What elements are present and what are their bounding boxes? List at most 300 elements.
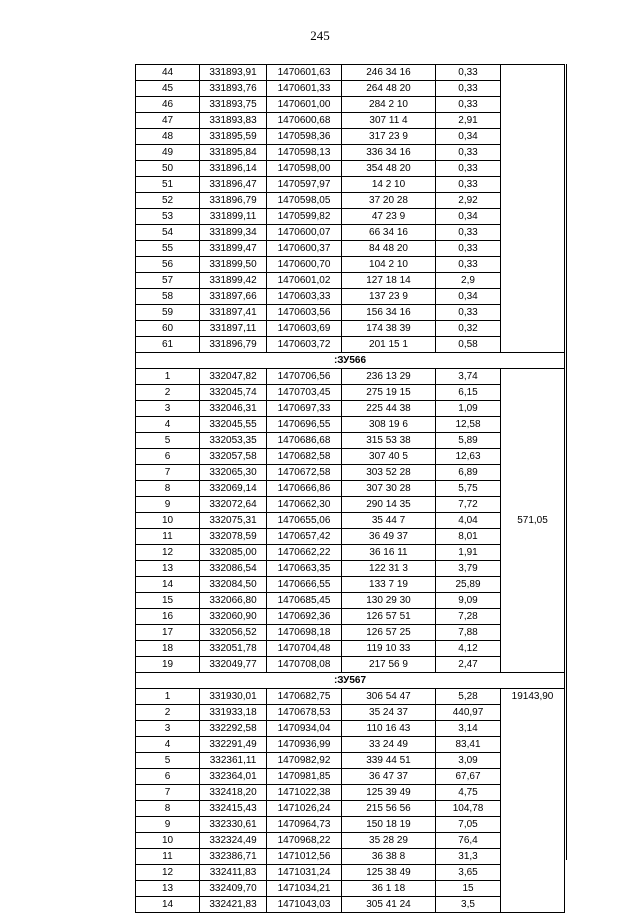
length-cell: 440,97 — [436, 705, 501, 721]
y-coordinate-cell: 1471012,56 — [267, 849, 342, 865]
table-row — [136, 305, 565, 321]
point-number-cell: 44 — [136, 65, 200, 81]
table-row — [136, 337, 565, 353]
length-cell: 12,63 — [436, 449, 501, 465]
table-row — [136, 385, 565, 401]
table-row — [136, 705, 565, 721]
table-row — [136, 769, 565, 785]
area-cell: 19143,90 — [501, 689, 565, 913]
length-cell: 4,75 — [436, 785, 501, 801]
point-number-cell: 10 — [136, 513, 200, 529]
bearing-cell: 66 34 16 — [342, 225, 436, 241]
section-header-row — [136, 353, 565, 369]
y-coordinate-cell: 1470601,00 — [267, 97, 342, 113]
table-row — [136, 193, 565, 209]
x-coordinate-cell: 331895,84 — [200, 145, 267, 161]
table-row — [136, 401, 565, 417]
bearing-cell: 290 14 35 — [342, 497, 436, 513]
x-coordinate-cell: 331893,91 — [200, 65, 267, 81]
length-cell: 0,33 — [436, 257, 501, 273]
table-row — [136, 145, 565, 161]
table-row — [136, 833, 565, 849]
y-coordinate-cell: 1470704,48 — [267, 641, 342, 657]
x-coordinate-cell: 331899,42 — [200, 273, 267, 289]
table-row — [136, 209, 565, 225]
point-number-cell: 15 — [136, 593, 200, 609]
area-cell — [501, 65, 565, 353]
length-cell: 3,74 — [436, 369, 501, 385]
bearing-cell: 303 52 28 — [342, 465, 436, 481]
x-coordinate-cell: 332051,78 — [200, 641, 267, 657]
table-row — [136, 865, 565, 881]
y-coordinate-cell: 1470600,70 — [267, 257, 342, 273]
x-coordinate-cell: 332364,01 — [200, 769, 267, 785]
bearing-cell: 36 38 8 — [342, 849, 436, 865]
bearing-cell: 126 57 25 — [342, 625, 436, 641]
x-coordinate-cell: 331899,47 — [200, 241, 267, 257]
length-cell: 8,01 — [436, 529, 501, 545]
bearing-cell: 122 31 3 — [342, 561, 436, 577]
table-row — [136, 689, 565, 705]
length-cell: 0,34 — [436, 209, 501, 225]
y-coordinate-cell: 1470655,06 — [267, 513, 342, 529]
point-number-cell: 56 — [136, 257, 200, 273]
y-coordinate-cell: 1470682,75 — [267, 689, 342, 705]
length-cell: 3,65 — [436, 865, 501, 881]
length-cell: 0,33 — [436, 177, 501, 193]
bearing-cell: 84 48 20 — [342, 241, 436, 257]
bearing-cell: 339 44 51 — [342, 753, 436, 769]
point-number-cell: 6 — [136, 769, 200, 785]
point-number-cell: 48 — [136, 129, 200, 145]
x-coordinate-cell: 332046,31 — [200, 401, 267, 417]
length-cell: 1,91 — [436, 545, 501, 561]
point-number-cell: 19 — [136, 657, 200, 673]
point-number-cell: 8 — [136, 481, 200, 497]
table-row — [136, 417, 565, 433]
y-coordinate-cell: 1470706,56 — [267, 369, 342, 385]
length-cell: 6,89 — [436, 465, 501, 481]
y-coordinate-cell: 1470600,37 — [267, 241, 342, 257]
length-cell: 2,9 — [436, 273, 501, 289]
x-coordinate-cell: 331930,01 — [200, 689, 267, 705]
y-coordinate-cell: 1471026,24 — [267, 801, 342, 817]
table-row — [136, 161, 565, 177]
table-row — [136, 177, 565, 193]
point-number-cell: 2 — [136, 705, 200, 721]
point-number-cell: 11 — [136, 529, 200, 545]
length-cell: 4,12 — [436, 641, 501, 657]
point-number-cell: 17 — [136, 625, 200, 641]
table-row — [136, 273, 565, 289]
table-row — [136, 609, 565, 625]
bearing-cell: 236 13 29 — [342, 369, 436, 385]
y-coordinate-cell: 1470603,56 — [267, 305, 342, 321]
y-coordinate-cell: 1470603,33 — [267, 289, 342, 305]
bearing-cell: 126 57 51 — [342, 609, 436, 625]
y-coordinate-cell: 1470600,68 — [267, 113, 342, 129]
length-cell: 0,33 — [436, 65, 501, 81]
x-coordinate-cell: 332086,54 — [200, 561, 267, 577]
y-coordinate-cell: 1471031,24 — [267, 865, 342, 881]
bearing-cell: 33 24 49 — [342, 737, 436, 753]
x-coordinate-cell: 331893,76 — [200, 81, 267, 97]
bearing-cell: 104 2 10 — [342, 257, 436, 273]
point-number-cell: 54 — [136, 225, 200, 241]
table-row — [136, 289, 565, 305]
y-coordinate-cell: 1471034,21 — [267, 881, 342, 897]
point-number-cell: 53 — [136, 209, 200, 225]
point-number-cell: 11 — [136, 849, 200, 865]
y-coordinate-cell: 1470934,04 — [267, 721, 342, 737]
x-coordinate-cell: 332053,35 — [200, 433, 267, 449]
bearing-cell: 119 10 33 — [342, 641, 436, 657]
point-number-cell: 14 — [136, 577, 200, 593]
y-coordinate-cell: 1470601,63 — [267, 65, 342, 81]
length-cell: 0,58 — [436, 337, 501, 353]
y-coordinate-cell: 1470678,53 — [267, 705, 342, 721]
page-number: 245 — [310, 28, 330, 43]
bearing-cell: 308 19 6 — [342, 417, 436, 433]
y-coordinate-cell: 1470703,45 — [267, 385, 342, 401]
length-cell: 0,33 — [436, 305, 501, 321]
point-number-cell: 57 — [136, 273, 200, 289]
table-row — [136, 641, 565, 657]
length-cell: 4,04 — [436, 513, 501, 529]
y-coordinate-cell: 1470599,82 — [267, 209, 342, 225]
point-number-cell: 12 — [136, 865, 200, 881]
x-coordinate-cell: 332060,90 — [200, 609, 267, 625]
table-row — [136, 753, 565, 769]
length-cell: 0,32 — [436, 321, 501, 337]
x-coordinate-cell: 331899,11 — [200, 209, 267, 225]
length-cell: 5,89 — [436, 433, 501, 449]
point-number-cell: 4 — [136, 737, 200, 753]
table-row — [136, 481, 565, 497]
point-number-cell: 3 — [136, 721, 200, 737]
page-right-rule — [566, 64, 567, 860]
length-cell: 7,88 — [436, 625, 501, 641]
length-cell: 0,33 — [436, 161, 501, 177]
bearing-cell: 37 20 28 — [342, 193, 436, 209]
table-row — [136, 529, 565, 545]
length-cell: 15 — [436, 881, 501, 897]
bearing-cell: 217 56 9 — [342, 657, 436, 673]
y-coordinate-cell: 1470981,85 — [267, 769, 342, 785]
table-row — [136, 497, 565, 513]
x-coordinate-cell: 332069,14 — [200, 481, 267, 497]
bearing-cell: 315 53 38 — [342, 433, 436, 449]
bearing-cell: 110 16 43 — [342, 721, 436, 737]
x-coordinate-cell: 332418,20 — [200, 785, 267, 801]
bearing-cell: 264 48 20 — [342, 81, 436, 97]
x-coordinate-cell: 332045,74 — [200, 385, 267, 401]
point-number-cell: 2 — [136, 385, 200, 401]
bearing-cell: 305 41 24 — [342, 897, 436, 913]
x-coordinate-cell: 332065,30 — [200, 465, 267, 481]
bearing-cell: 150 18 19 — [342, 817, 436, 833]
length-cell: 0,33 — [436, 241, 501, 257]
bearing-cell: 36 1 18 — [342, 881, 436, 897]
bearing-cell: 125 39 49 — [342, 785, 436, 801]
x-coordinate-cell: 332066,80 — [200, 593, 267, 609]
table-row — [136, 433, 565, 449]
bearing-cell: 156 34 16 — [342, 305, 436, 321]
y-coordinate-cell: 1470601,33 — [267, 81, 342, 97]
point-number-cell: 13 — [136, 561, 200, 577]
y-coordinate-cell: 1470603,72 — [267, 337, 342, 353]
length-cell: 3,5 — [436, 897, 501, 913]
bearing-cell: 36 47 37 — [342, 769, 436, 785]
length-cell: 5,75 — [436, 481, 501, 497]
y-coordinate-cell: 1470672,58 — [267, 465, 342, 481]
x-coordinate-cell: 332084,50 — [200, 577, 267, 593]
length-cell: 83,41 — [436, 737, 501, 753]
length-cell: 2,92 — [436, 193, 501, 209]
length-cell: 9,09 — [436, 593, 501, 609]
table-row — [136, 737, 565, 753]
y-coordinate-cell: 1470666,55 — [267, 577, 342, 593]
point-number-cell: 6 — [136, 449, 200, 465]
bearing-cell: 336 34 16 — [342, 145, 436, 161]
x-coordinate-cell: 331897,11 — [200, 321, 267, 337]
table-row — [136, 625, 565, 641]
x-coordinate-cell: 331897,41 — [200, 305, 267, 321]
point-number-cell: 14 — [136, 897, 200, 913]
x-coordinate-cell: 332056,52 — [200, 625, 267, 641]
y-coordinate-cell: 1470666,86 — [267, 481, 342, 497]
x-coordinate-cell: 332291,49 — [200, 737, 267, 753]
bearing-cell: 201 15 1 — [342, 337, 436, 353]
x-coordinate-cell: 332057,58 — [200, 449, 267, 465]
table-row — [136, 545, 565, 561]
section-title: :ЗУ567 — [136, 673, 565, 689]
point-number-cell: 5 — [136, 753, 200, 769]
y-coordinate-cell: 1470657,42 — [267, 529, 342, 545]
x-coordinate-cell: 332072,64 — [200, 497, 267, 513]
length-cell: 3,14 — [436, 721, 501, 737]
table-row — [136, 113, 565, 129]
point-number-cell: 3 — [136, 401, 200, 417]
section-title: :ЗУ566 — [136, 353, 565, 369]
length-cell: 3,09 — [436, 753, 501, 769]
length-cell: 2,47 — [436, 657, 501, 673]
bearing-cell: 215 56 56 — [342, 801, 436, 817]
length-cell: 3,79 — [436, 561, 501, 577]
table-row — [136, 561, 565, 577]
point-number-cell: 9 — [136, 497, 200, 513]
table-row — [136, 657, 565, 673]
y-coordinate-cell: 1470662,30 — [267, 497, 342, 513]
x-coordinate-cell: 332292,58 — [200, 721, 267, 737]
y-coordinate-cell: 1470692,36 — [267, 609, 342, 625]
length-cell: 6,15 — [436, 385, 501, 401]
y-coordinate-cell: 1470698,18 — [267, 625, 342, 641]
point-number-cell: 9 — [136, 817, 200, 833]
length-cell: 2,91 — [436, 113, 501, 129]
bearing-cell: 317 23 9 — [342, 129, 436, 145]
y-coordinate-cell: 1470982,92 — [267, 753, 342, 769]
y-coordinate-cell: 1471022,38 — [267, 785, 342, 801]
point-number-cell: 4 — [136, 417, 200, 433]
x-coordinate-cell: 332415,43 — [200, 801, 267, 817]
x-coordinate-cell: 331896,14 — [200, 161, 267, 177]
coordinates-table-body — [136, 65, 565, 913]
y-coordinate-cell: 1470696,55 — [267, 417, 342, 433]
point-number-cell: 46 — [136, 97, 200, 113]
length-cell: 7,05 — [436, 817, 501, 833]
x-coordinate-cell: 331899,50 — [200, 257, 267, 273]
y-coordinate-cell: 1470685,45 — [267, 593, 342, 609]
bearing-cell: 133 7 19 — [342, 577, 436, 593]
length-cell: 7,28 — [436, 609, 501, 625]
bearing-cell: 246 34 16 — [342, 65, 436, 81]
bearing-cell: 307 30 28 — [342, 481, 436, 497]
x-coordinate-cell: 332386,71 — [200, 849, 267, 865]
table-row — [136, 129, 565, 145]
y-coordinate-cell: 1470686,68 — [267, 433, 342, 449]
point-number-cell: 7 — [136, 465, 200, 481]
x-coordinate-cell: 332075,31 — [200, 513, 267, 529]
point-number-cell: 1 — [136, 689, 200, 705]
point-number-cell: 61 — [136, 337, 200, 353]
x-coordinate-cell: 332361,11 — [200, 753, 267, 769]
table-row — [136, 721, 565, 737]
y-coordinate-cell: 1471043,03 — [267, 897, 342, 913]
y-coordinate-cell: 1470663,35 — [267, 561, 342, 577]
table-row — [136, 97, 565, 113]
bearing-cell: 36 49 37 — [342, 529, 436, 545]
bearing-cell: 307 11 4 — [342, 113, 436, 129]
table-row — [136, 65, 565, 81]
x-coordinate-cell: 331896,79 — [200, 337, 267, 353]
length-cell: 0,33 — [436, 145, 501, 161]
bearing-cell: 354 48 20 — [342, 161, 436, 177]
bearing-cell: 127 18 14 — [342, 273, 436, 289]
length-cell: 31,3 — [436, 849, 501, 865]
x-coordinate-cell: 331933,18 — [200, 705, 267, 721]
point-number-cell: 59 — [136, 305, 200, 321]
x-coordinate-cell: 332085,00 — [200, 545, 267, 561]
y-coordinate-cell: 1470968,22 — [267, 833, 342, 849]
length-cell: 7,72 — [436, 497, 501, 513]
point-number-cell: 7 — [136, 785, 200, 801]
point-number-cell: 49 — [136, 145, 200, 161]
point-number-cell: 47 — [136, 113, 200, 129]
table-row — [136, 801, 565, 817]
bearing-cell: 284 2 10 — [342, 97, 436, 113]
table-row — [136, 513, 565, 529]
table-row — [136, 241, 565, 257]
x-coordinate-cell: 332078,59 — [200, 529, 267, 545]
length-cell: 0,33 — [436, 81, 501, 97]
table-row — [136, 369, 565, 385]
table-row — [136, 849, 565, 865]
point-number-cell: 5 — [136, 433, 200, 449]
x-coordinate-cell: 331896,79 — [200, 193, 267, 209]
x-coordinate-cell: 331897,66 — [200, 289, 267, 305]
x-coordinate-cell: 332049,77 — [200, 657, 267, 673]
x-coordinate-cell: 332045,55 — [200, 417, 267, 433]
x-coordinate-cell: 331896,47 — [200, 177, 267, 193]
x-coordinate-cell: 332421,83 — [200, 897, 267, 913]
bearing-cell: 35 24 37 — [342, 705, 436, 721]
y-coordinate-cell: 1470598,13 — [267, 145, 342, 161]
length-cell: 12,58 — [436, 417, 501, 433]
bearing-cell: 35 28 29 — [342, 833, 436, 849]
point-number-cell: 52 — [136, 193, 200, 209]
x-coordinate-cell: 331895,59 — [200, 129, 267, 145]
y-coordinate-cell: 1470708,08 — [267, 657, 342, 673]
x-coordinate-cell: 332409,70 — [200, 881, 267, 897]
x-coordinate-cell: 332411,83 — [200, 865, 267, 881]
bearing-cell: 14 2 10 — [342, 177, 436, 193]
y-coordinate-cell: 1470598,05 — [267, 193, 342, 209]
point-number-cell: 1 — [136, 369, 200, 385]
coordinates-table — [135, 64, 565, 913]
y-coordinate-cell: 1470598,00 — [267, 161, 342, 177]
length-cell: 25,89 — [436, 577, 501, 593]
bearing-cell: 35 44 7 — [342, 513, 436, 529]
x-coordinate-cell: 331893,75 — [200, 97, 267, 113]
length-cell: 5,28 — [436, 689, 501, 705]
length-cell: 0,34 — [436, 129, 501, 145]
y-coordinate-cell: 1470603,69 — [267, 321, 342, 337]
bearing-cell: 47 23 9 — [342, 209, 436, 225]
y-coordinate-cell: 1470598,36 — [267, 129, 342, 145]
bearing-cell: 307 40 5 — [342, 449, 436, 465]
y-coordinate-cell: 1470936,99 — [267, 737, 342, 753]
point-number-cell: 60 — [136, 321, 200, 337]
x-coordinate-cell: 332324,49 — [200, 833, 267, 849]
bearing-cell: 225 44 38 — [342, 401, 436, 417]
bearing-cell: 306 54 47 — [342, 689, 436, 705]
y-coordinate-cell: 1470601,02 — [267, 273, 342, 289]
bearing-cell: 125 38 49 — [342, 865, 436, 881]
point-number-cell: 58 — [136, 289, 200, 305]
length-cell: 104,78 — [436, 801, 501, 817]
point-number-cell: 50 — [136, 161, 200, 177]
point-number-cell: 51 — [136, 177, 200, 193]
section-header-row — [136, 673, 565, 689]
table-row — [136, 257, 565, 273]
length-cell: 0,34 — [436, 289, 501, 305]
point-number-cell: 18 — [136, 641, 200, 657]
length-cell: 1,09 — [436, 401, 501, 417]
length-cell: 67,67 — [436, 769, 501, 785]
point-number-cell: 45 — [136, 81, 200, 97]
table-row — [136, 577, 565, 593]
table-row — [136, 785, 565, 801]
x-coordinate-cell: 332047,82 — [200, 369, 267, 385]
length-cell: 76,4 — [436, 833, 501, 849]
point-number-cell: 55 — [136, 241, 200, 257]
point-number-cell: 12 — [136, 545, 200, 561]
table-row — [136, 225, 565, 241]
table-row — [136, 321, 565, 337]
table-row — [136, 593, 565, 609]
length-cell: 0,33 — [436, 97, 501, 113]
y-coordinate-cell: 1470697,33 — [267, 401, 342, 417]
area-cell: 571,05 — [501, 369, 565, 673]
bearing-cell: 130 29 30 — [342, 593, 436, 609]
bearing-cell: 174 38 39 — [342, 321, 436, 337]
length-cell: 0,33 — [436, 225, 501, 241]
table-row — [136, 81, 565, 97]
point-number-cell: 10 — [136, 833, 200, 849]
y-coordinate-cell: 1470662,22 — [267, 545, 342, 561]
bearing-cell: 275 19 15 — [342, 385, 436, 401]
